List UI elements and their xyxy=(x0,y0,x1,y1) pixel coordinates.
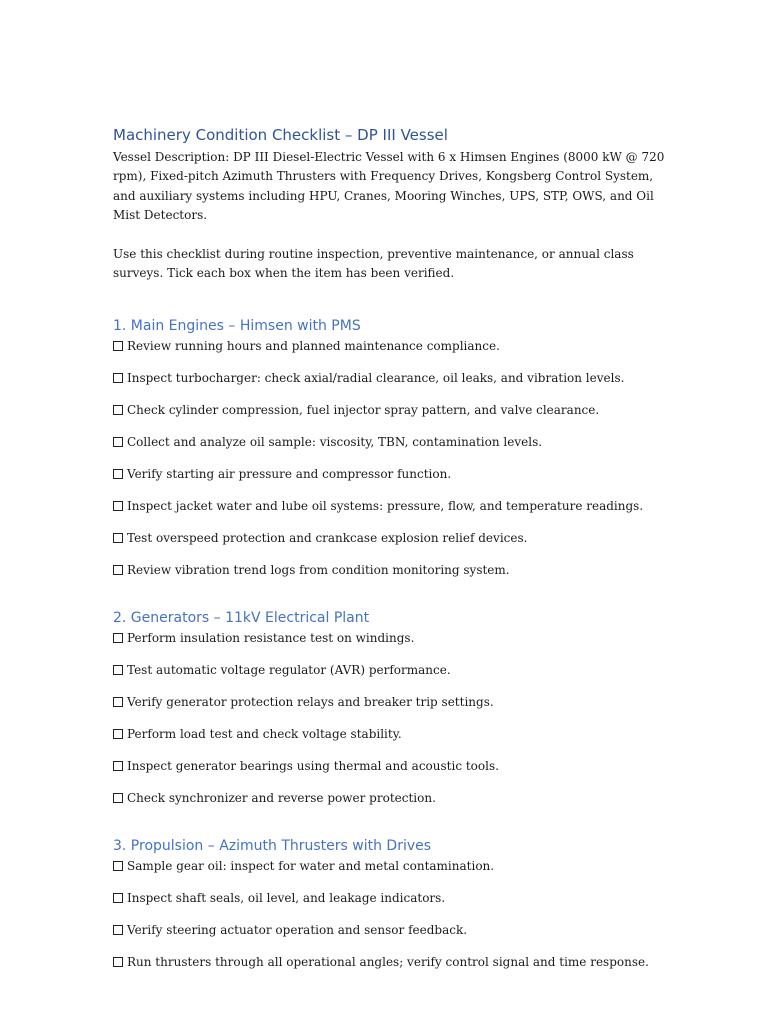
checklist-item xyxy=(113,466,673,498)
checklist-sections xyxy=(113,302,673,986)
checklist-item-label: Inspect jacket water and lube oil systems: pressure, flow, and temperature readings. xyxy=(127,499,644,514)
checkbox-icon[interactable] xyxy=(113,957,123,967)
checkbox-icon[interactable] xyxy=(113,437,123,447)
checklist-item-label: Inspect generator bearings using thermal and acoustic tools. xyxy=(127,759,499,774)
checkbox-icon[interactable] xyxy=(113,861,123,871)
checklist-item-label: Review running hours and planned maintenance compliance. xyxy=(127,339,500,354)
vessel-description: Vessel Description: DP III Diesel-Electric Vessel with 6 x Himsen Engines (8000 kW @ 720 rpm), Fixed-pitch Azimuth Thrusters with Frequency Drives, Kongsberg Control System, and auxiliary systems including HPU, Cranes, Mooring Winches, UPS, STP, OWS, and Oil Mist Detectors. xyxy=(113,150,665,223)
checklist-item xyxy=(113,402,673,434)
checklist-items xyxy=(113,858,673,986)
checklist-item xyxy=(113,890,673,922)
checklist-item xyxy=(113,758,673,790)
section-heading: 1. Main Engines – Himsen with PMS xyxy=(113,318,361,335)
checkbox-icon[interactable] xyxy=(113,341,123,351)
checkbox-icon[interactable] xyxy=(113,893,123,903)
checklist-item-label: Perform insulation resistance test on windings. xyxy=(127,631,415,646)
checklist-item-label: Verify steering actuator operation and sensor feedback. xyxy=(127,923,468,938)
checklist-item xyxy=(113,662,673,694)
checklist-item-label: Sample gear oil: inspect for water and metal contamination. xyxy=(127,859,495,874)
checklist-item-label: Run thrusters through all operational angles; verify control signal and time response. xyxy=(127,955,649,970)
document-title: Machinery Condition Checklist – DP III Vessel xyxy=(113,126,448,144)
checklist-item xyxy=(113,694,673,726)
checklist-item-label: Inspect shaft seals, oil level, and leakage indicators. xyxy=(127,891,446,906)
checkbox-icon[interactable] xyxy=(113,761,123,771)
checklist-item-label: Inspect turbocharger: check axial/radial clearance, oil leaks, and vibration levels. xyxy=(127,371,625,386)
instructions-paragraph: Use this checklist during routine inspection, preventive maintenance, or annual class surveys. Tick each box when the item has been verified. xyxy=(113,246,634,281)
checklist-item-label: Verify starting air pressure and compressor function. xyxy=(127,467,452,482)
checkbox-icon[interactable] xyxy=(113,373,123,383)
checklist-items xyxy=(113,630,673,822)
checkbox-icon[interactable] xyxy=(113,469,123,479)
checkbox-icon[interactable] xyxy=(113,729,123,739)
checklist-item xyxy=(113,562,673,594)
checklist-item xyxy=(113,790,673,822)
checklist-item xyxy=(113,338,673,370)
checklist-item xyxy=(113,630,673,662)
checklist-item-label: Collect and analyze oil sample: viscosity, TBN, contamination levels. xyxy=(127,435,543,450)
checkbox-icon[interactable] xyxy=(113,533,123,543)
checklist-item xyxy=(113,370,673,402)
checkbox-icon[interactable] xyxy=(113,793,123,803)
checklist-item xyxy=(113,954,673,986)
checklist-item xyxy=(113,858,673,890)
checkbox-icon[interactable] xyxy=(113,925,123,935)
checklist-item-label: Test automatic voltage regulator (AVR) performance. xyxy=(127,663,451,678)
checklist-item-label: Test overspeed protection and crankcase explosion relief devices. xyxy=(127,531,528,546)
checklist-item-label: Review vibration trend logs from condition monitoring system. xyxy=(127,563,510,578)
section-heading: 3. Propulsion – Azimuth Thrusters with Drives xyxy=(113,838,432,855)
checklist-section-1 xyxy=(113,302,673,594)
checklist-items xyxy=(113,338,673,594)
checklist-item-label: Verify generator protection relays and breaker trip settings. xyxy=(127,695,494,710)
checklist-item xyxy=(113,434,673,466)
checkbox-icon[interactable] xyxy=(113,405,123,415)
section-heading: 2. Generators – 11kV Electrical Plant xyxy=(113,610,370,627)
checklist-item-label: Perform load test and check voltage stability. xyxy=(127,727,402,742)
checklist-item-label: Check synchronizer and reverse power protection. xyxy=(127,791,436,806)
checkbox-icon[interactable] xyxy=(113,565,123,575)
document-page xyxy=(113,124,673,986)
checklist-section-2 xyxy=(113,594,673,822)
checkbox-icon[interactable] xyxy=(113,665,123,675)
checkbox-icon[interactable] xyxy=(113,697,123,707)
checklist-item-label: Check cylinder compression, fuel injector spray pattern, and valve clearance. xyxy=(127,403,600,418)
checklist-item xyxy=(113,922,673,954)
checkbox-icon[interactable] xyxy=(113,501,123,511)
checklist-item xyxy=(113,726,673,758)
checkbox-icon[interactable] xyxy=(113,633,123,643)
checklist-item xyxy=(113,498,673,530)
checklist-item xyxy=(113,530,673,562)
checklist-section-3 xyxy=(113,822,673,986)
